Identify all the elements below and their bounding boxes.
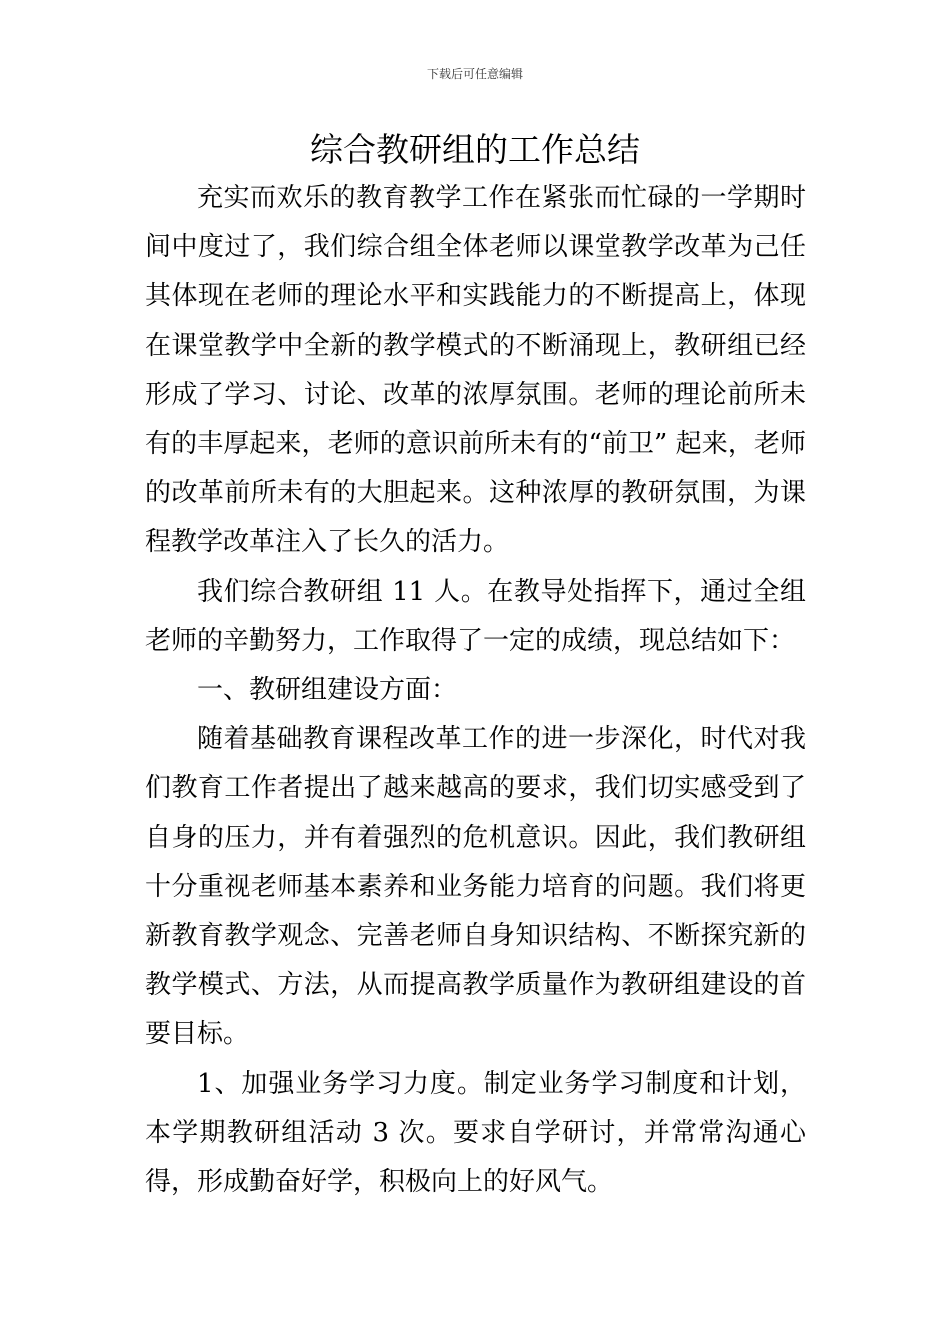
paragraph: 我们综合教研组 11 人。在教导处指挥下，通过全组老师的辛勤努力，工作取得了一定的成绩，现总结如下：: [145, 576, 806, 656]
paragraph: 1、加强业务学习力度。制定业务学习制度和计划，本学期教研组活动 3 次。要求自学研讨，并常常沟通心得，形成勤奋好学，积极向上的好风气。: [145, 1068, 806, 1198]
section-heading: 一、教研组建设方面：: [197, 675, 458, 706]
document-body: [145, 174, 806, 1207]
header-note: 下载后可任意编辑: [426, 67, 523, 81]
paragraph: 随着基础教育课程改革工作的进一步深化，时代对我们教育工作者提出了越来越高的要求，我们切实感受到了自身的压力，并有着强烈的危机意识。因此，我们教研组十分重视老师基本素养和业务能力培育的问题。我们将更新教育教学观念、完善老师自身知识结构、不断探究新的教学模式、方法，从而提高教学质量作为教研组建设的首要目标。: [145, 724, 806, 1050]
paragraph: 充实而欢乐的教育教学工作在紧张而忙碌的一学期时间中度过了，我们综合组全体老师以课堂教学改革为己任其体现在老师的理论水平和实践能力的不断提高上，体现在课堂教学中全新的教学模式的不断涌现上，教研组已经形成了学习、讨论、改革的浓厚氛围。老师的理论前所未有的丰厚起来，老师的意识前所未有的“前卫” 起来，老师的改革前所未有的大胆起来。这种浓厚的教研氛围，为课程教学改革注入了长久的活力。: [145, 183, 806, 558]
document-title: 综合教研组的工作总结: [310, 130, 640, 169]
